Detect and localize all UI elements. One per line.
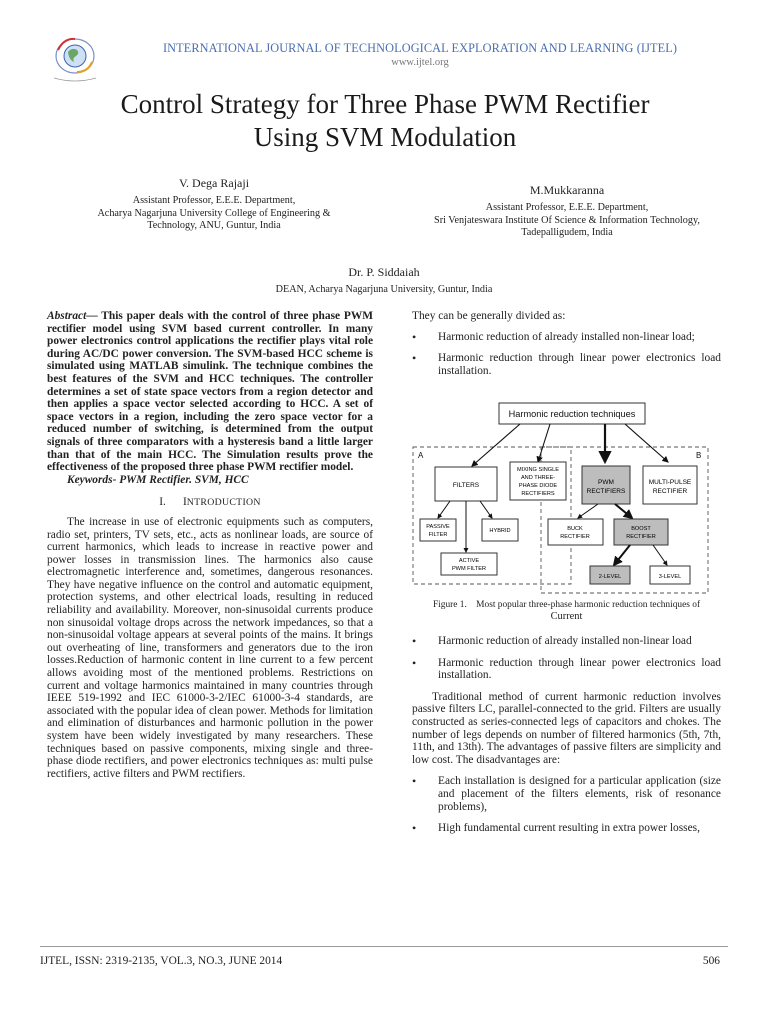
bullet-list-2 [412,635,721,682]
traditional-method-paragraph: Traditional method of current harmonic reduction involves passive filters LC, parallel-connected to the grid. Filters are usually constructed as series-connected legs of capacitors and chokes. The number of legs depends on number of filtered harmonics (5th, 7th, 11th, and 13th). The advantages of passive filters are simplicity and low cost. The disadvantages are: [412,690,721,766]
diagram-node-mixing-label-2: AND THREE- [520,475,556,481]
list-item: • Harmonic reduction through linear power electronics load installation. [412,352,721,377]
diagram-node-2level-label: 2-LEVEL [598,574,622,580]
journal-title: INTERNATIONAL JOURNAL OF TECHNOLOGICAL EXPLORATION AND LEARNING (IJTEL) [162,41,678,55]
list-item: • Harmonic reduction through linear power electronics load installation. [412,657,721,682]
section-title-rest: NTRODUCTION [186,497,261,509]
author-block-3 [184,265,584,297]
journal-logo-icon [44,34,106,84]
diagram-node-3level-label: 3-LEVEL [658,574,682,580]
right-column [412,310,721,386]
author-affiliation: Acharya Nagarjuna University College of Engineering & [97,207,331,219]
abstract-text: This paper deals with the control of three phase PWM rectifier model using SVM based current controller. In many power electronics control applications the rectifier plays vital role during AC/DC power conversion. The SVM-based HCC scheme is simulated using MATLAB simulink. The technique combines the best features of the SVM and HCC techniques. The controller determines a set of state space vectors from a region detector and then applies a space vector selected according to HCC. A set of space vectors in a region, including the zero space vector for a reduced number of switching, is determined from the output signals of three comparators with a hysteresis band a little larger than that of the main HCC. The Simulation results prove the effectiveness of the proposed three phase PWM rectifier model. [47,310,373,474]
list-item: • Harmonic reduction of already installed non-linear load; [412,331,721,344]
author-name: M.Mukkaranna [529,183,605,197]
footer-citation: IJTEL, ISSN: 2319-2135, VOL.3, NO.3, JUNE 2014 [40,955,283,967]
diagram-node-pwm-label-2: RECTIFIERS [586,488,626,495]
figure-caption [412,600,721,623]
section-number: I. [159,496,166,509]
diagram-node-boost [614,519,668,545]
diagram-node-mixing-label-3: PHASE DIODE [518,483,558,489]
diagram-node-active-label-1: ACTIVE [458,558,480,564]
section-title-initial: I [182,496,187,509]
author-affiliation: Assistant Professor, E.E.E. Department, [132,195,296,206]
list-item: • High fundamental current resulting in extra power losses, [412,822,721,835]
divided-intro: They can be generally divided as: [412,310,566,322]
diagram-node-passive-label-2: FILTER [428,532,448,538]
diagram-node-mixing-label-1: MIXING SINGLE [517,467,559,473]
diagram-region-b-label: B [696,451,702,460]
author-affiliation: Technology, ANU, Guntur, India [147,220,281,232]
abstract-label: Abstract [47,310,87,322]
figure-caption-text: Most popular three-phase harmonic reduction techniques of [476,600,701,610]
figure-harmonic-reduction-diagram [410,400,722,596]
diagram-node-passive-label-1: PASSIVE [426,524,450,530]
intro-paragraph: The increase in use of electronic equipments such as computers, radio set, printers, TV sets, etc., acts as nonlinear loads, are source of current harmonics, which leads to increase in reactive power and power losses in transmission lines. The harmonics also cause electromagnetic interference and, sometimes, dangerous resonances. They have negative influence on the control and automatic equipment, protection systems, and other electrical loads, resulting in reduced reliability and availability. Moreover, non-sinusoidal currents produce non sinusoidal voltage drops across the network impedances, so that a non-sinusoidal voltage appears at several points of the mains. It brings out overheating of line, transformers and generators due to the iron losses.Reduction of harmonic content in line current to a few percent allows avoiding most of the mentioned problems. Restrictions on current and voltage harmonics maintained in many countries through IEEE 519-1992 and IEC 61000-3-2/IEC 61000-3-4 standards, are associated with the popular idea of clean power. Methods for limitation and elimination of disturbances and harmonic pollution in the power system have been widely investigated by many researchers. These techniques based on passive components, mixing single and three-phase diode rectifiers, and power electronics techniques as: multi pulse rectifiers, active filters and PWM rectifiers. [47,515,373,780]
left-column [47,310,373,780]
footer-divider [40,946,728,947]
diagram-node-buck [548,519,603,545]
list-item: • Each installation is designed for a particular application (size and placement of the filters elements, risk of resonance problems), [412,775,721,813]
abstract [47,310,373,474]
author-name: V. Dega Rajaji [178,176,250,190]
paper-title [40,88,730,154]
list-item: • Harmonic reduction of already installed non-linear load [412,635,721,648]
diagram-node-hybrid-label: HYBRID [489,528,511,534]
author-block-2 [394,183,740,240]
author-name: Dr. P. Siddaiah [348,265,420,279]
right-column-lower [412,600,721,844]
author-affiliation: Tadepalligudem, India [521,227,613,239]
diagram-node-multipulse-label-1: MULTI-PULSE [648,479,692,486]
diagram-node-pwm-label-1: PWM [598,479,614,486]
diagram-region-a-label: A [418,451,424,460]
paper-title-line1: Control Strategy for Three Phase PWM Rectifier [120,89,650,119]
abstract-dash: — [86,310,98,322]
bullet-list-1 [412,331,721,378]
journal-url: www.ijtel.org [391,57,449,68]
diagram-node-filters-label: FILTERS [452,482,480,489]
section-heading [47,496,373,510]
diagram-node-boost-label-1: BOOST [631,526,651,532]
diagram-node-top-label: Harmonic reduction techniques [508,409,636,419]
author-affiliation: Assistant Professor, E.E.E. Department, [485,202,649,213]
author-affiliation: DEAN, Acharya Nagarjuna University, Guntur, India [275,284,493,295]
diagram-node-buck-label-2: RECTIFIER [560,534,590,540]
figure-number: Figure 1. [432,600,467,610]
diagram-node-active-label-2: PWM FILTER [451,566,487,572]
paper-title-line2: Using SVM Modulation [253,122,517,152]
diagram-node-multipulse-label-2: RECTIFIER [652,488,688,495]
diagram-node-buck-label-1: BUCK [567,526,583,532]
keywords: Keywords- PWM Rectifier. SVM, HCC [67,473,249,486]
bullet-list-3 [412,775,721,834]
page-number: 506 [702,955,720,967]
diagram-node-boost-label-2: RECTIFIER [626,534,656,540]
figure-caption-line2: Current [550,611,583,622]
author-block-1 [54,176,374,233]
author-affiliation: Sri Venjateswara Institute Of Science & Information Technology, [434,214,700,226]
diagram-node-mixing-label-4: RECTIFIERS [521,491,555,497]
